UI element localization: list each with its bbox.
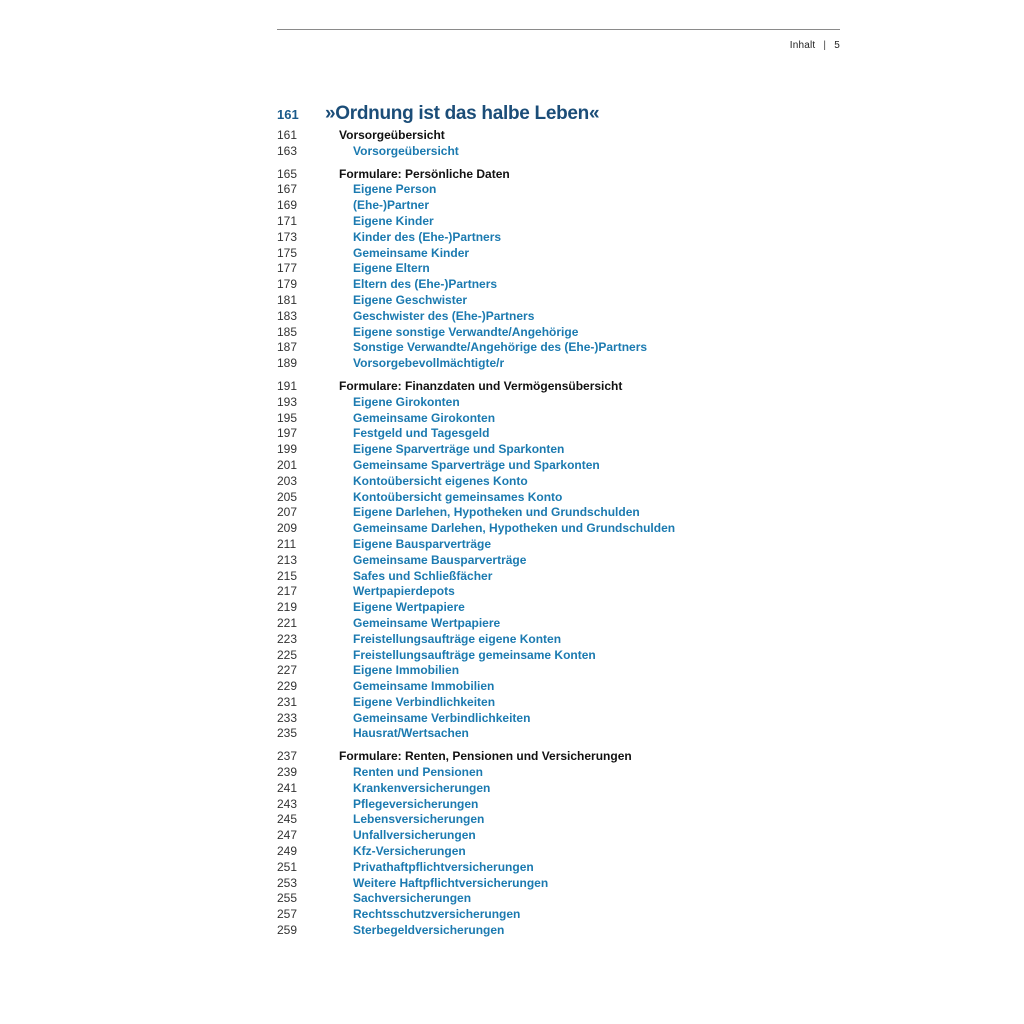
- entry-title-link[interactable]: Pflegeversicherungen: [353, 796, 479, 811]
- entry-page-number: 175: [277, 245, 298, 260]
- entry-page-number: 185: [277, 324, 298, 339]
- entry-page-number: 209: [277, 521, 298, 536]
- section-heading: [277, 749, 837, 765]
- entry-page-number: 201: [277, 457, 298, 472]
- chapter-heading: [277, 103, 837, 127]
- entry-title-link[interactable]: Sterbegeldversicherungen: [353, 923, 505, 938]
- entry-page-number: 215: [277, 568, 298, 583]
- toc-entry[interactable]: [277, 325, 837, 341]
- entry-page-number: 249: [277, 844, 298, 859]
- entry-page-number: 221: [277, 615, 298, 630]
- entry-page-number: 173: [277, 229, 298, 244]
- entry-page-number: 245: [277, 812, 298, 827]
- entry-page-number: 167: [277, 182, 298, 197]
- entry-title-link[interactable]: Vorsorgebevollmächtigte/r: [353, 356, 505, 371]
- toc-entry[interactable]: [277, 679, 837, 695]
- section-page-number: 161: [277, 128, 298, 142]
- entry-title-link[interactable]: Gemeinsame Immobilien: [353, 679, 495, 694]
- entry-title-link[interactable]: Gemeinsame Girokonten: [353, 410, 496, 425]
- toc-entry[interactable]: [277, 812, 837, 828]
- entry-page-number: 247: [277, 828, 298, 843]
- entry-page-number: 189: [277, 356, 298, 371]
- entry-page-number: 193: [277, 394, 298, 409]
- entry-title-link[interactable]: Kontoübersicht eigenes Konto: [353, 473, 528, 488]
- section-heading: [277, 379, 837, 395]
- entry-page-number: 259: [277, 923, 298, 938]
- section-page-number: 165: [277, 166, 298, 181]
- entry-title-link[interactable]: Kfz-Versicherungen: [353, 844, 466, 859]
- entry-title-link[interactable]: Gemeinsame Verbindlichkeiten: [353, 710, 531, 725]
- entry-page-number: 207: [277, 505, 298, 520]
- toc-entry[interactable]: [277, 144, 837, 160]
- entry-page-number: 219: [277, 600, 298, 615]
- section-title: Formulare: Persönliche Daten: [339, 166, 510, 181]
- toc-entry[interactable]: [277, 395, 837, 411]
- toc-entry[interactable]: [277, 505, 837, 521]
- toc-entry[interactable]: [277, 726, 837, 742]
- table-of-contents: [277, 103, 837, 946]
- entry-title-link[interactable]: Eigene Eltern: [353, 261, 430, 276]
- entry-title-link[interactable]: Freistellungsaufträge gemeinsame Konten: [353, 647, 596, 662]
- entry-page-number: 227: [277, 663, 298, 678]
- toc-entry[interactable]: [277, 828, 837, 844]
- toc-entry[interactable]: [277, 711, 837, 727]
- toc-entry[interactable]: [277, 293, 837, 309]
- section-title: Formulare: Finanzdaten und Vermögensübersicht: [339, 378, 623, 393]
- toc-entry[interactable]: [277, 600, 837, 616]
- entry-page-number: 235: [277, 726, 298, 741]
- toc-entry[interactable]: [277, 490, 837, 506]
- chapter-page-number: 161: [277, 107, 299, 122]
- toc-section: [277, 379, 837, 742]
- toc-entry[interactable]: [277, 458, 837, 474]
- entry-page-number: 255: [277, 891, 298, 906]
- section-title: Formulare: Renten, Pensionen und Versicherungen: [339, 749, 632, 764]
- entry-page-number: 181: [277, 292, 298, 307]
- entry-title-link[interactable]: Sachversicherungen: [353, 891, 472, 906]
- toc-entry[interactable]: [277, 632, 837, 648]
- entry-title-link[interactable]: Eigene Kinder: [353, 213, 434, 228]
- toc-entry[interactable]: [277, 616, 837, 632]
- entry-page-number: 179: [277, 277, 298, 292]
- entry-page-number: 187: [277, 340, 298, 355]
- entry-title-link[interactable]: Sonstige Verwandte/Angehörige des (Ehe-)Partners: [353, 340, 648, 355]
- entry-page-number: 241: [277, 780, 298, 795]
- entry-page-number: 225: [277, 647, 298, 662]
- toc-entry[interactable]: [277, 663, 837, 679]
- entry-page-number: 163: [277, 143, 298, 158]
- entry-title-link[interactable]: Eigene Bausparverträge: [353, 536, 492, 551]
- entry-title-link[interactable]: Weitere Haftpflichtversicherungen: [353, 875, 549, 890]
- entry-title-link[interactable]: Hausrat/Wertsachen: [353, 726, 469, 741]
- entry-page-number: 195: [277, 410, 298, 425]
- toc-section: [277, 167, 837, 372]
- toc-entry[interactable]: [277, 230, 837, 246]
- toc-entry[interactable]: [277, 765, 837, 781]
- toc-entry[interactable]: [277, 569, 837, 585]
- entry-title-link[interactable]: Eigene Sparverträge und Sparkonten: [353, 442, 565, 457]
- entry-title-link[interactable]: Privathaftpflichtversicherungen: [353, 859, 534, 874]
- entry-page-number: 251: [277, 859, 298, 874]
- entry-title-link[interactable]: Vorsorgeübersicht: [353, 143, 459, 158]
- entry-title-link[interactable]: Eigene Immobilien: [353, 663, 460, 678]
- toc-entry[interactable]: [277, 521, 837, 537]
- toc-entry[interactable]: [277, 474, 837, 490]
- toc-entry[interactable]: [277, 907, 837, 923]
- entry-title-link[interactable]: Eltern des (Ehe-)Partners: [353, 277, 498, 292]
- toc-entry[interactable]: [277, 182, 837, 198]
- toc-entry[interactable]: [277, 797, 837, 813]
- toc-entry[interactable]: [277, 411, 837, 427]
- toc-entry[interactable]: [277, 340, 837, 356]
- entry-page-number: 257: [277, 907, 298, 922]
- entry-page-number: 205: [277, 489, 298, 504]
- entry-title-link[interactable]: Eigene Wertpapiere: [353, 600, 465, 615]
- entry-page-number: 253: [277, 875, 298, 890]
- chapter-title: »Ordnung ist das halbe Leben«: [325, 103, 600, 124]
- toc-entry[interactable]: [277, 277, 837, 293]
- toc-entry[interactable]: [277, 860, 837, 876]
- entry-page-number: 223: [277, 631, 298, 646]
- toc-entry[interactable]: [277, 891, 837, 907]
- toc-entry[interactable]: [277, 356, 837, 372]
- entry-title-link[interactable]: Freistellungsaufträge eigene Konten: [353, 631, 562, 646]
- toc-entry[interactable]: [277, 198, 837, 214]
- toc-entry[interactable]: [277, 648, 837, 664]
- header-section-label: Inhalt: [789, 40, 816, 51]
- toc-entry[interactable]: [277, 442, 837, 458]
- entry-page-number: 243: [277, 796, 298, 811]
- toc-entry[interactable]: [277, 876, 837, 892]
- toc-entry[interactable]: [277, 584, 837, 600]
- entry-page-number: 231: [277, 694, 298, 709]
- entry-title-link[interactable]: Gemeinsame Darlehen, Hypotheken und Grundschulden: [353, 521, 676, 536]
- entry-title-link[interactable]: Renten und Pensionen: [353, 765, 484, 780]
- entry-title-link[interactable]: Kontoübersicht gemeinsames Konto: [353, 489, 563, 504]
- toc-entry[interactable]: [277, 261, 837, 277]
- entry-title-link[interactable]: Festgeld und Tagesgeld: [353, 426, 490, 441]
- header-separator: |: [823, 40, 827, 51]
- header-page-number: 5: [834, 40, 840, 51]
- entry-title-link[interactable]: Eigene Geschwister: [353, 292, 468, 307]
- entry-title-link[interactable]: Geschwister des (Ehe-)Partners: [353, 308, 535, 323]
- entry-page-number: 177: [277, 261, 298, 276]
- toc-sections: [277, 128, 837, 939]
- entry-page-number: 203: [277, 473, 298, 488]
- entry-page-number: 217: [277, 584, 298, 599]
- toc-section: [277, 749, 837, 939]
- entry-page-number: 199: [277, 442, 298, 457]
- entry-page-number: 239: [277, 765, 298, 780]
- entry-page-number: 169: [277, 198, 298, 213]
- section-page-number: 237: [277, 749, 298, 764]
- entry-title-link[interactable]: Rechtsschutzversicherungen: [353, 907, 521, 922]
- entry-title-link[interactable]: Eigene Girokonten: [353, 394, 460, 409]
- section-title: Vorsorgeübersicht: [339, 128, 445, 142]
- entry-title-link[interactable]: Eigene Darlehen, Hypotheken und Grundschulden: [353, 505, 640, 520]
- toc-entry[interactable]: [277, 923, 837, 939]
- toc-entry[interactable]: [277, 844, 837, 860]
- section-heading: [277, 128, 837, 144]
- entry-page-number: 197: [277, 426, 298, 441]
- entry-title-link[interactable]: Gemeinsame Bausparverträge: [353, 552, 527, 567]
- entry-page-number: 183: [277, 308, 298, 323]
- entry-title-link[interactable]: Eigene Verbindlichkeiten: [353, 694, 496, 709]
- toc-entry[interactable]: [277, 214, 837, 230]
- toc-entry[interactable]: [277, 695, 837, 711]
- entry-title-link[interactable]: Gemeinsame Sparverträge und Sparkonten: [353, 457, 600, 472]
- toc-entry[interactable]: [277, 781, 837, 797]
- entry-page-number: 211: [277, 536, 297, 551]
- entry-title-link[interactable]: Eigene sonstige Verwandte/Angehörige: [353, 324, 579, 339]
- running-header: [790, 40, 840, 51]
- entry-title-link[interactable]: Wertpapierdepots: [353, 584, 455, 599]
- toc-entry[interactable]: [277, 246, 837, 262]
- entry-page-number: 171: [277, 213, 298, 228]
- entry-page-number: 233: [277, 710, 298, 725]
- header-rule: [277, 29, 840, 30]
- entry-title-link[interactable]: (Ehe-)Partner: [353, 198, 430, 213]
- section-page-number: 191: [277, 378, 298, 393]
- entry-title-link[interactable]: Lebensversicherungen: [353, 812, 485, 827]
- entry-title-link[interactable]: Unfallversicherungen: [353, 828, 476, 843]
- entry-title-link[interactable]: Safes und Schließfächer: [353, 568, 493, 583]
- entry-page-number: 213: [277, 552, 298, 567]
- toc-entry[interactable]: [277, 309, 837, 325]
- entry-title-link[interactable]: Gemeinsame Kinder: [353, 245, 470, 260]
- section-heading: [277, 167, 837, 183]
- toc-entry[interactable]: [277, 537, 837, 553]
- toc-section: [277, 128, 837, 160]
- entry-title-link[interactable]: Krankenversicherungen: [353, 780, 491, 795]
- entry-title-link[interactable]: Gemeinsame Wertpapiere: [353, 615, 501, 630]
- entry-title-link[interactable]: Kinder des (Ehe-)Partners: [353, 229, 502, 244]
- entry-page-number: 229: [277, 679, 298, 694]
- toc-entry[interactable]: [277, 426, 837, 442]
- toc-entry[interactable]: [277, 553, 837, 569]
- entry-title-link[interactable]: Eigene Person: [353, 182, 437, 197]
